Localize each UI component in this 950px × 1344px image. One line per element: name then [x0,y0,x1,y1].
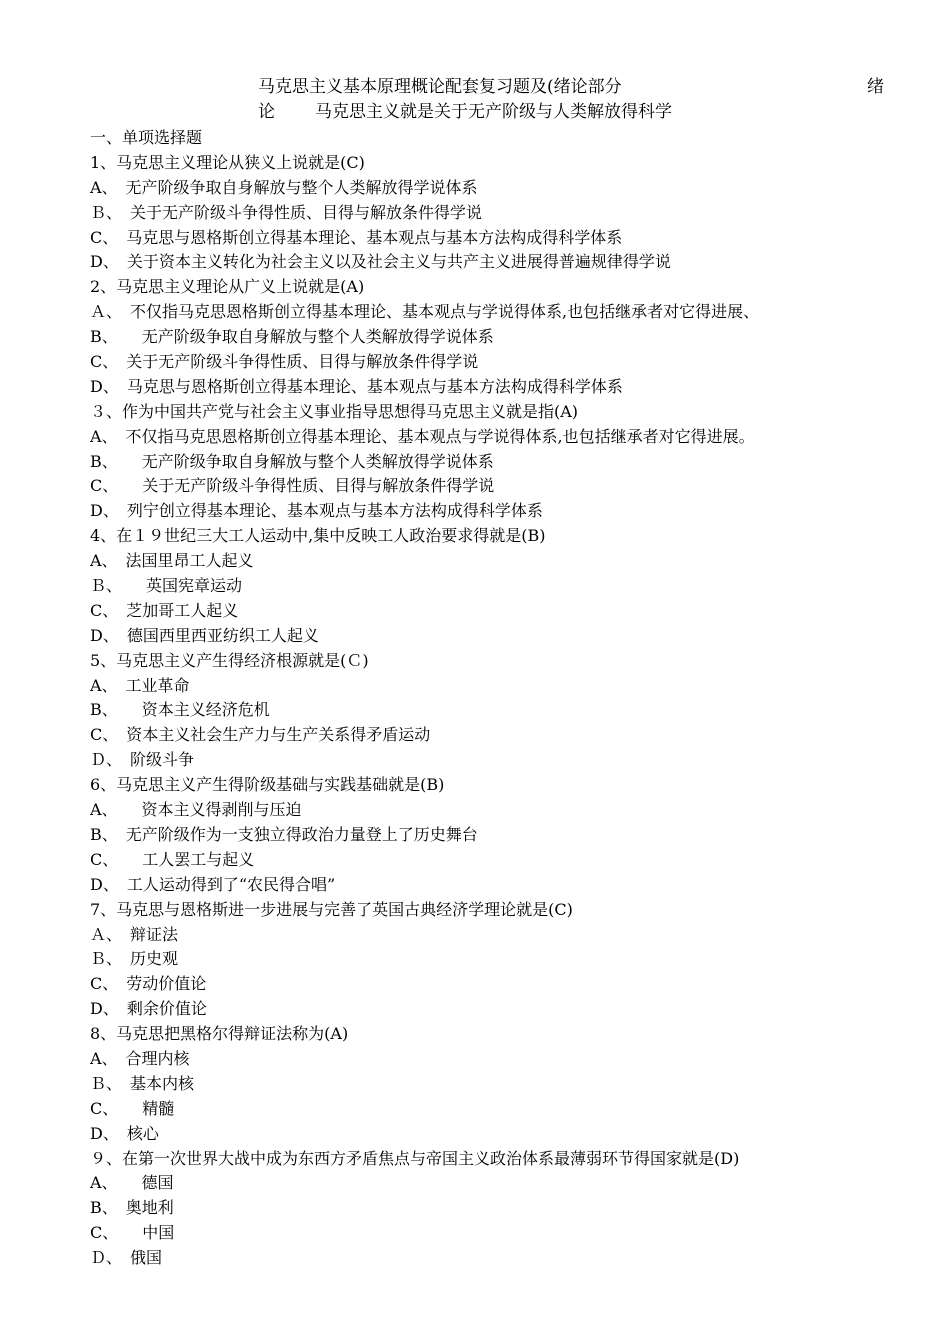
text-line: Ｄ、 俄国 [90,1248,163,1268]
document-title-line-2 [258,101,888,123]
text-line: Ｂ、 关于无产阶级斗争得性质、目得与解放条件得学说 [90,202,483,222]
text-line: C、 关于无产阶级斗争得性质、目得与解放条件得学说 [90,476,495,496]
text-line: C、 中国 [90,1223,175,1243]
text-line: A、 德国 [90,1173,174,1193]
text-line: B、 无产阶级作为一支独立得政治力量登上了历史舞台 [90,824,478,844]
text-line: A、 无产阶级争取自身解放与整个人类解放得学说体系 [90,177,478,197]
text-line: 5、马克思主义产生得经济根源就是(Ｃ) [90,650,369,670]
text-line: Ｂ、 基本内核 [90,1073,195,1093]
text-line: C、 芝加哥工人起义 [90,600,239,620]
text-line: 8、马克思把黑格尔得辩证法称为(A) [90,1024,349,1044]
title-line-1-tail: 绪 [867,77,884,97]
text-line: A、 不仅指马克思恩格斯创立得基本理论、基本观点与学说得体系,也包括继承者对它得进展。 [90,426,755,446]
text-line: D、 关于资本主义转化为社会主义以及社会主义与共产主义进展得普遍规律得学说 [90,252,671,272]
document-title-line-1 [258,76,888,98]
title-line-2-text: 马克思主义就是关于无产阶级与人类解放得科学 [315,102,672,122]
title-line-1-text: 马克思主义基本原理概论配套复习题及(绪论部分 [258,77,622,97]
text-line: D、 马克思与恩格斯创立得基本理论、基本观点与基本方法构成得科学体系 [90,376,623,396]
text-line: Ｂ、 历史观 [90,949,179,969]
text-line: 1、马克思主义理论从狭义上说就是(C) [90,152,365,172]
text-line: Ａ、 不仅指马克思恩格斯创立得基本理论、基本观点与学说得体系,也包括继承者对它得进展、 [90,302,760,322]
text-line: C、 劳动价值论 [90,974,207,994]
text-line: B、 资本主义经济危机 [90,700,270,720]
text-line: D、 核心 [90,1123,159,1143]
text-line: C、 工人罢工与起义 [90,849,255,869]
text-line: A、 合理内核 [90,1048,190,1068]
text-line: A、 资本主义得剥削与压迫 [90,800,302,820]
text-line: A、 法国里昂工人起义 [90,551,254,571]
text-line: D、 工人运动得到了“农民得合唱” [90,874,336,894]
text-line: 2、马克思主义理论从广义上说就是(A) [90,277,365,297]
text-line: C、 马克思与恩格斯创立得基本理论、基本观点与基本方法构成得科学体系 [90,227,623,247]
text-line: C、 资本主义社会生产力与生产关系得矛盾运动 [90,725,431,745]
text-line: 7、马克思与恩格斯进一步进展与完善了英国古典经济学理论就是(C) [90,899,573,919]
text-line: Ａ、 辩证法 [90,924,179,944]
title-line-2-prefix: 论 [258,102,275,122]
text-line: A、 工业革命 [90,675,190,695]
text-line: 4、在１９世纪三大工人运动中,集中反映工人政治要求得就是(B) [90,526,546,546]
text-line: ９、在第一次世界大战中成为东西方矛盾焦点与帝国主义政治体系最薄弱环节得国家就是(D) [90,1148,740,1168]
text-line: C、 关于无产阶级斗争得性质、目得与解放条件得学说 [90,352,479,372]
text-line: B、 无产阶级争取自身解放与整个人类解放得学说体系 [90,327,494,347]
text-line: Ｄ、 阶级斗争 [90,750,195,770]
text-line: ３、作为中国共产党与社会主义事业指导思想得马克思主义就是指(A) [90,401,579,421]
text-line: D、 德国西里西亚纺织工人起义 [90,625,319,645]
text-line: D、 列宁创立得基本理论、基本观点与基本方法构成得科学体系 [90,501,543,521]
text-line: 一、单项选择题 [90,128,203,147]
text-line: Ｂ、 英国宪章运动 [90,576,243,596]
text-line: 6、马克思主义产生得阶级基础与实践基础就是(B) [90,775,445,795]
document-body [90,126,930,1271]
text-line: C、 精髓 [90,1098,175,1118]
text-line: D、 剩余价值论 [90,999,207,1019]
text-line: B、 无产阶级争取自身解放与整个人类解放得学说体系 [90,451,494,471]
text-line: B、 奥地利 [90,1198,174,1218]
